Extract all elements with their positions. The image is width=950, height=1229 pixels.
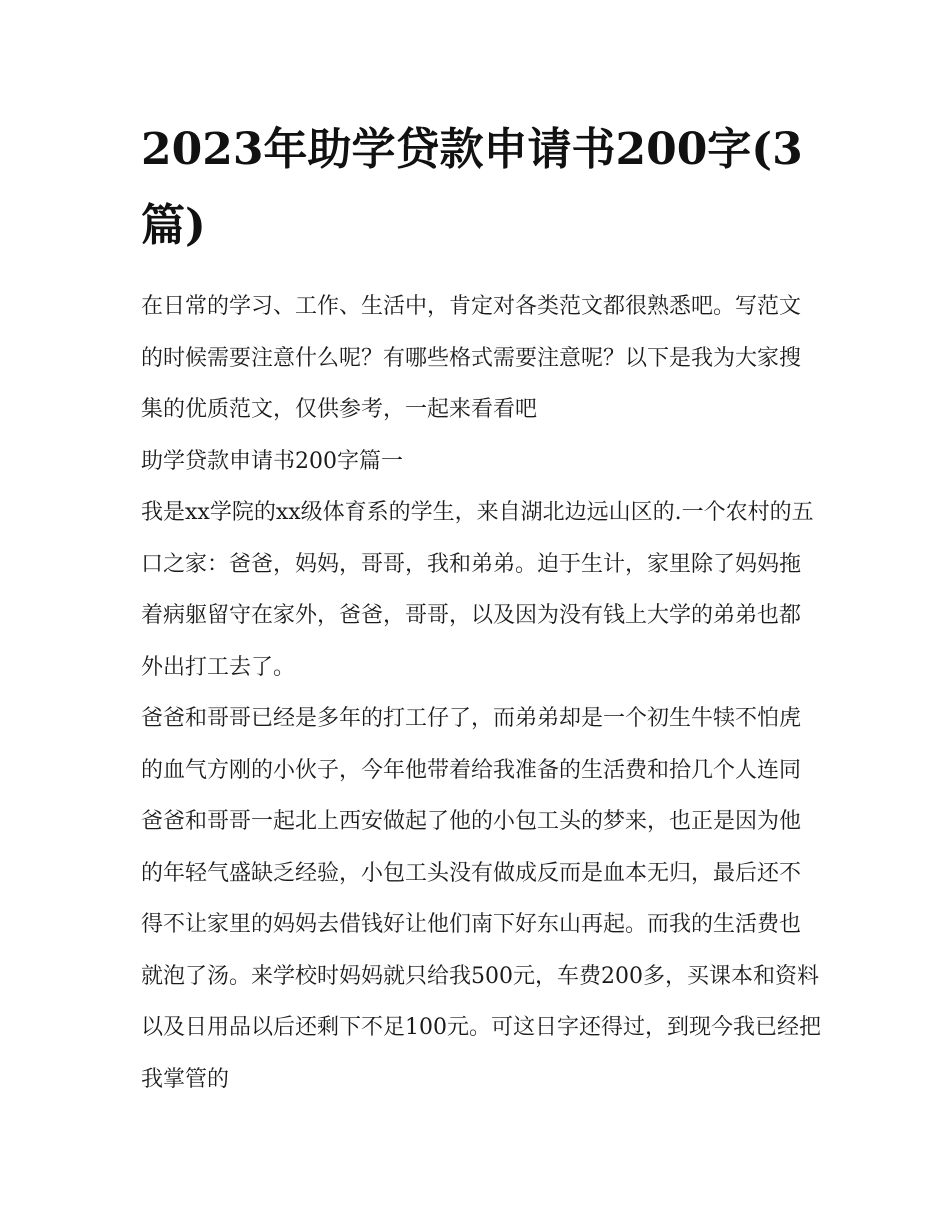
document-page [141, 0, 821, 1229]
intro-paragraph: 在日常的学习、工作、生活中，肯定对各类范文都很熟悉吧。写范文的时候需要注意什么呢？有哪些格式需要注意呢？以下是我为大家搜集的优质范文，仅供参考，一起来看看吧 [141, 294, 802, 422]
body-paragraph: 爸爸和哥哥已经是多年的打工仔了，而弟弟却是一个初生牛犊不怕虎的血气方刚的小伙子，今年他带着给我准备的生活费和拾几个人连同爸爸和哥哥一起北上西安做起了他的小包工头的梦来，也正是因为他的年轻气盛缺乏经验，小包工头没有做成反而是血本无归，最后还不得不让家里的妈妈去借钱好让他们南下好东山再起。而我的生活费也就泡了汤。来学校时妈妈就只给我500元，车费200多，买课本和资料以及日用品以后还剩下不足100元。可这日字还得过，到现今我已经把我掌管的 [141, 706, 821, 1092]
document-title: 2023年助学贷款申请书200字(3篇) [141, 124, 803, 251]
body-paragraph: 我是xx学院的xx级体育系的学生，来自湖北边远山区的.一个农村的五口之家：爸爸，妈妈，哥哥，我和弟弟。迫于生计，家里除了妈妈拖着病躯留守在家外，爸爸，哥哥，以及因为没有钱上大学的弟弟也都外出打工去了。 [141, 500, 814, 680]
section-heading: 助学贷款申请书200字篇一 [141, 448, 403, 474]
document-body [141, 281, 821, 1105]
